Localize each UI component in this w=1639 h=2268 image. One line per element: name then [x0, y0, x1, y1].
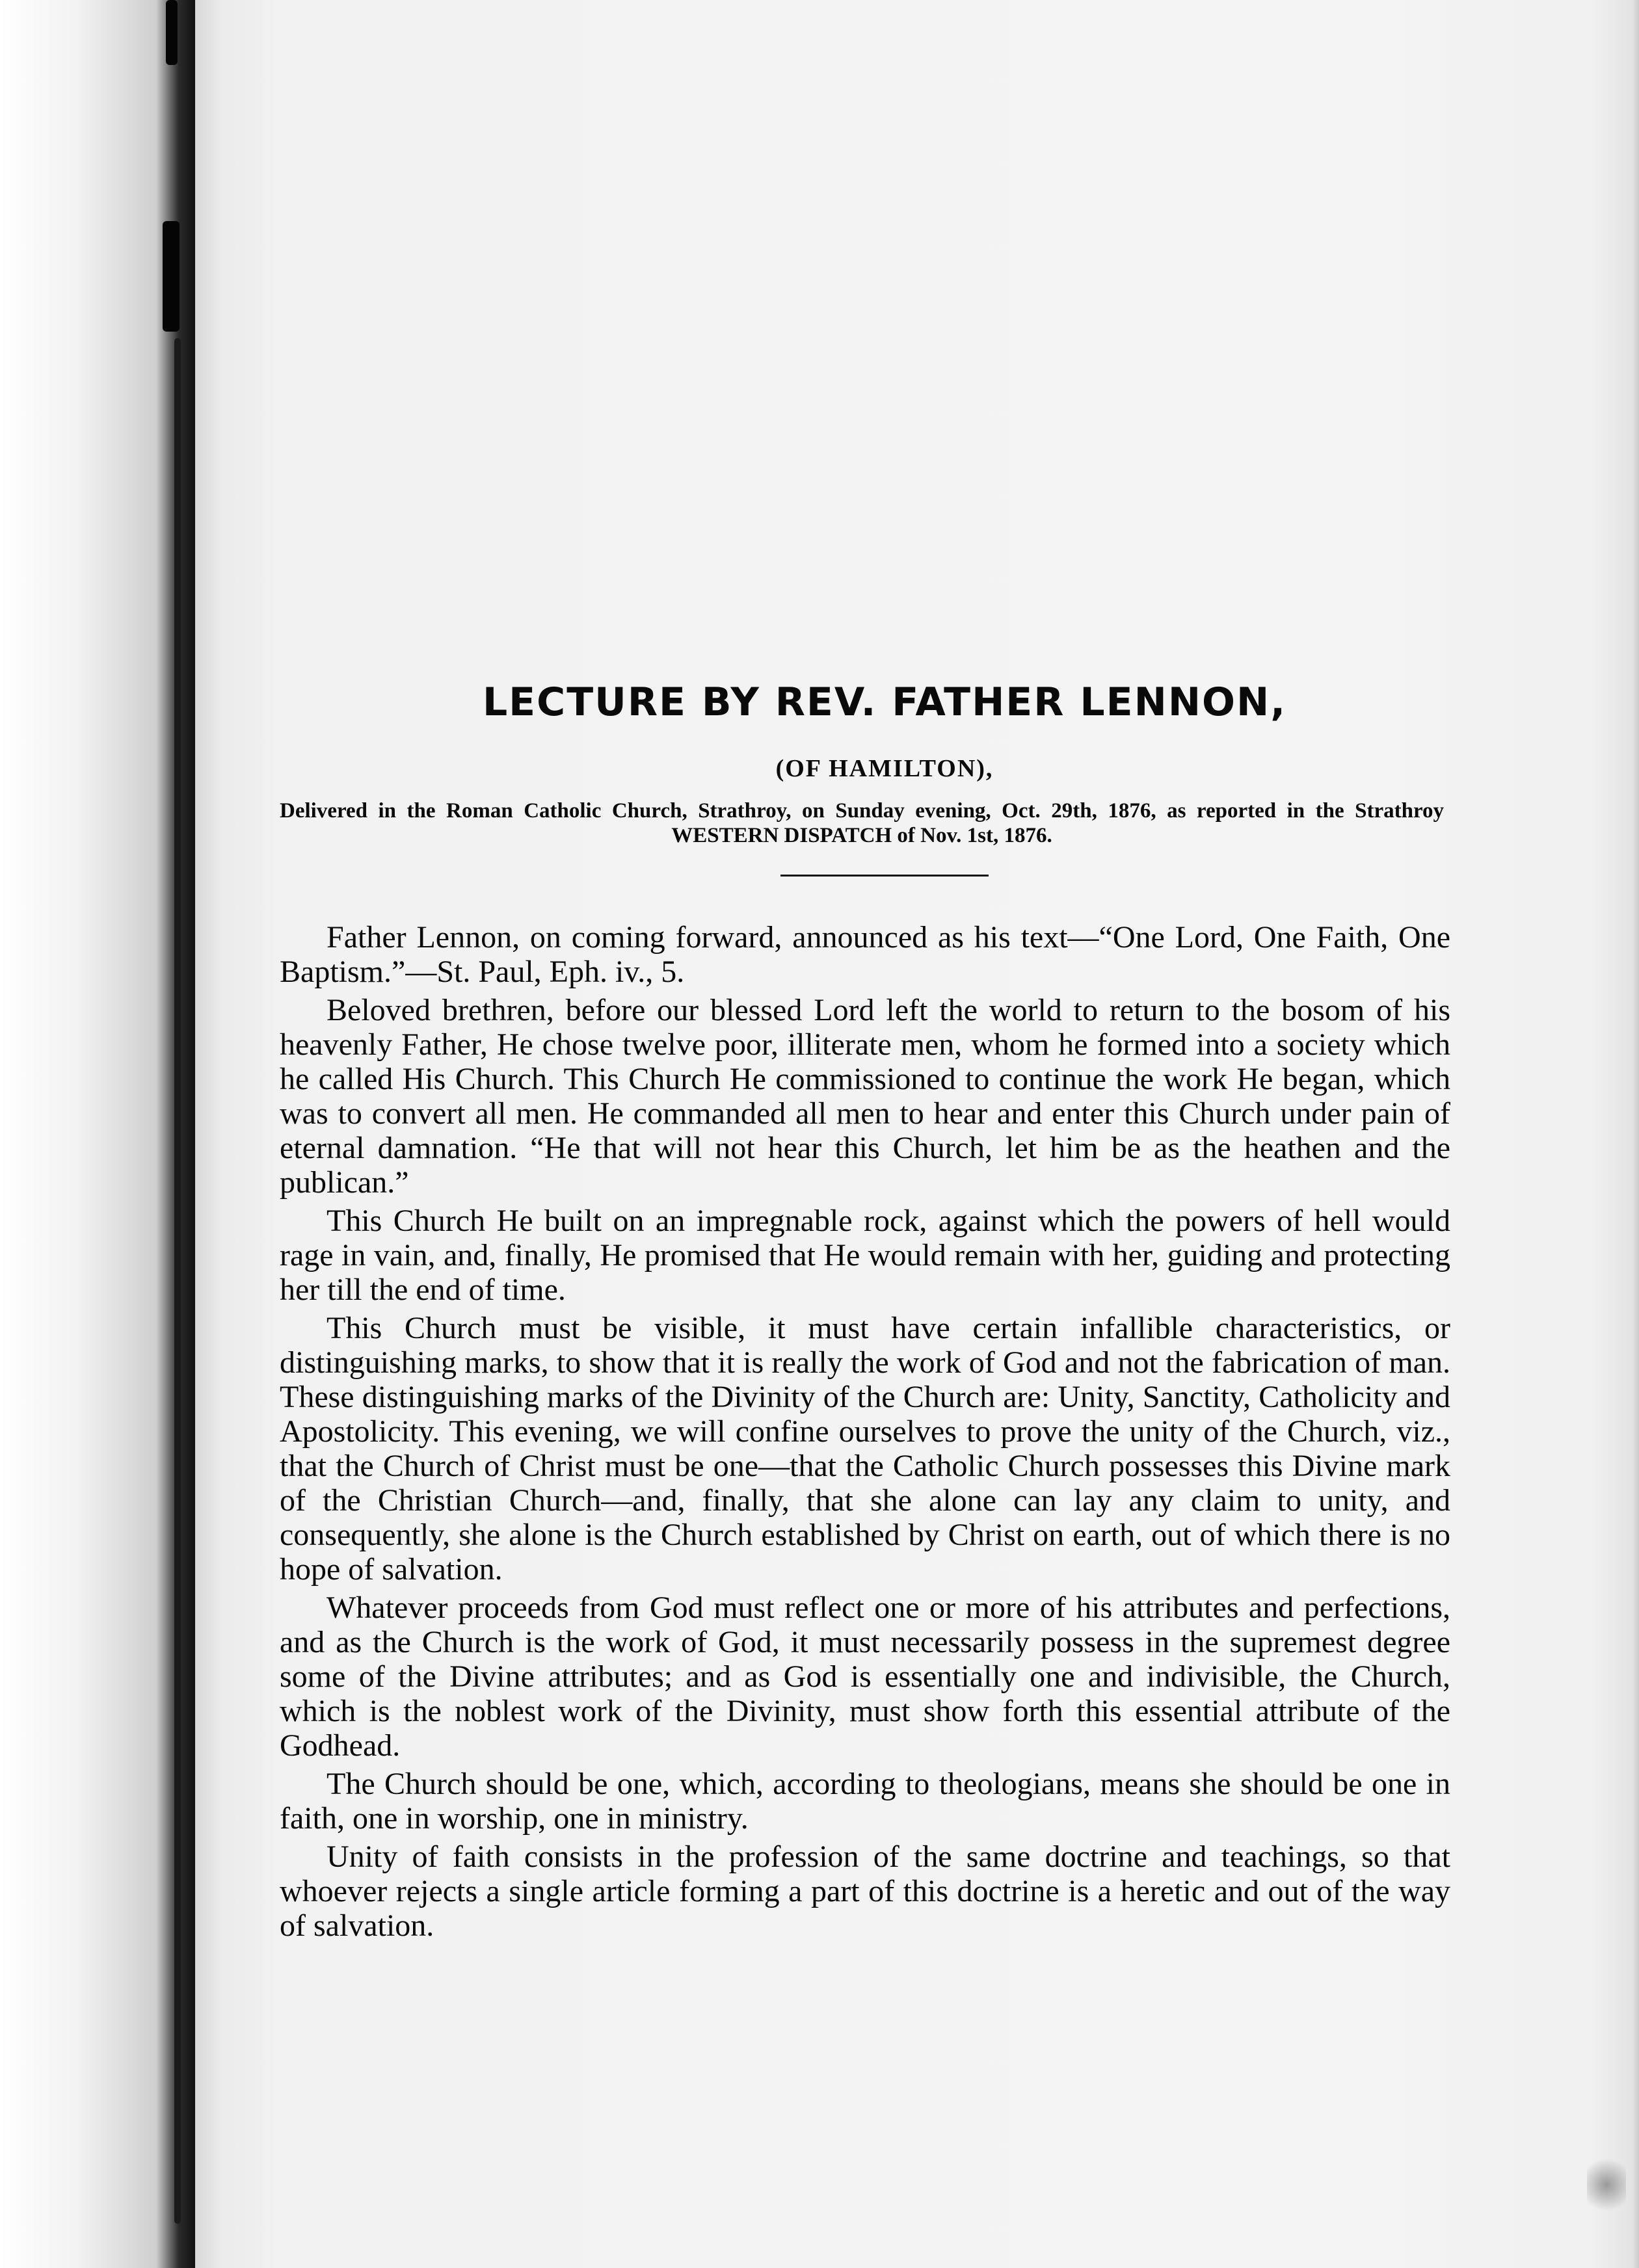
paragraph: Unity of faith consists in the profession of the same doctrine and teachings, so that whoever rejects a single article forming a part of this doctrine is a heretic and out of the way of salvation.	[280, 1839, 1450, 1943]
paragraph: Whatever proceeds from God must reflect one or more of his attributes and perfections, and as the Church is the work of God, it must necessarily possess in the supremest degree some of the Divine attributes; and as God is essentially one and indivisible, the Church, which is the noblest work of the Divinity, must show forth this essential attribute of the Godhead.	[280, 1590, 1450, 1763]
paragraph: This Church He built on an impregnable rock, against which the powers of hell would rage in vain, and, finally, He promised that He would remain with her, guiding and protecting her till the end of time.	[280, 1204, 1450, 1307]
paragraph: Beloved brethren, before our blessed Lord left the world to return to the bosom of his heavenly Father, He chose twelve poor, illiterate men, whom he formed into a society which he called His Church. This Church He commissioned to continue the work He began, which was to convert all men. He commanded all men to hear and enter this Church under pain of eternal damnation. “He that will not hear this Church, let him be as the heathen and the publican.”	[280, 993, 1450, 1200]
lecture-title: LECTURE BY REV. FATHER LENNON,	[482, 679, 1287, 725]
delivery-note: Delivered in the Roman Catholic Church, Strathroy, on Sunday evening, Oct. 29th, 1876, as reported in the Strathroy WESTERN DISPATCH of Nov. 1st, 1876.	[280, 799, 1444, 847]
paragraph: The Church should be one, which, according to theologians, means she should be one in faith, one in worship, one in ministry.	[280, 1767, 1450, 1836]
lecture-body	[280, 920, 1450, 1947]
lecture-subtitle: (OF HAMILTON),	[775, 755, 994, 782]
paragraph: Father Lennon, on coming forward, announced as his text—“One Lord, One Faith, One Baptism.”—St. Paul, Eph. iv., 5.	[280, 920, 1450, 989]
paragraph: This Church must be visible, it must have certain infallible characteristics, or distinguishing marks, to show that it is really the work of God and not the fabrication of man. These distinguishing marks of the Divinity of the Church are: Unity, Sanctity, Catholicity and Apostolicity. This evening, we will confine ourselves to prove the unity of the Church, viz., that the Church of Christ must be one—that the Catholic Church possesses this Divine mark of the Christian Church—and, finally, that she alone can lay any claim to unity, and consequently, she alone is the Church established by Christ on earth, out of which there is no hope of salvation.	[280, 1311, 1450, 1587]
separator-rule	[780, 875, 989, 877]
